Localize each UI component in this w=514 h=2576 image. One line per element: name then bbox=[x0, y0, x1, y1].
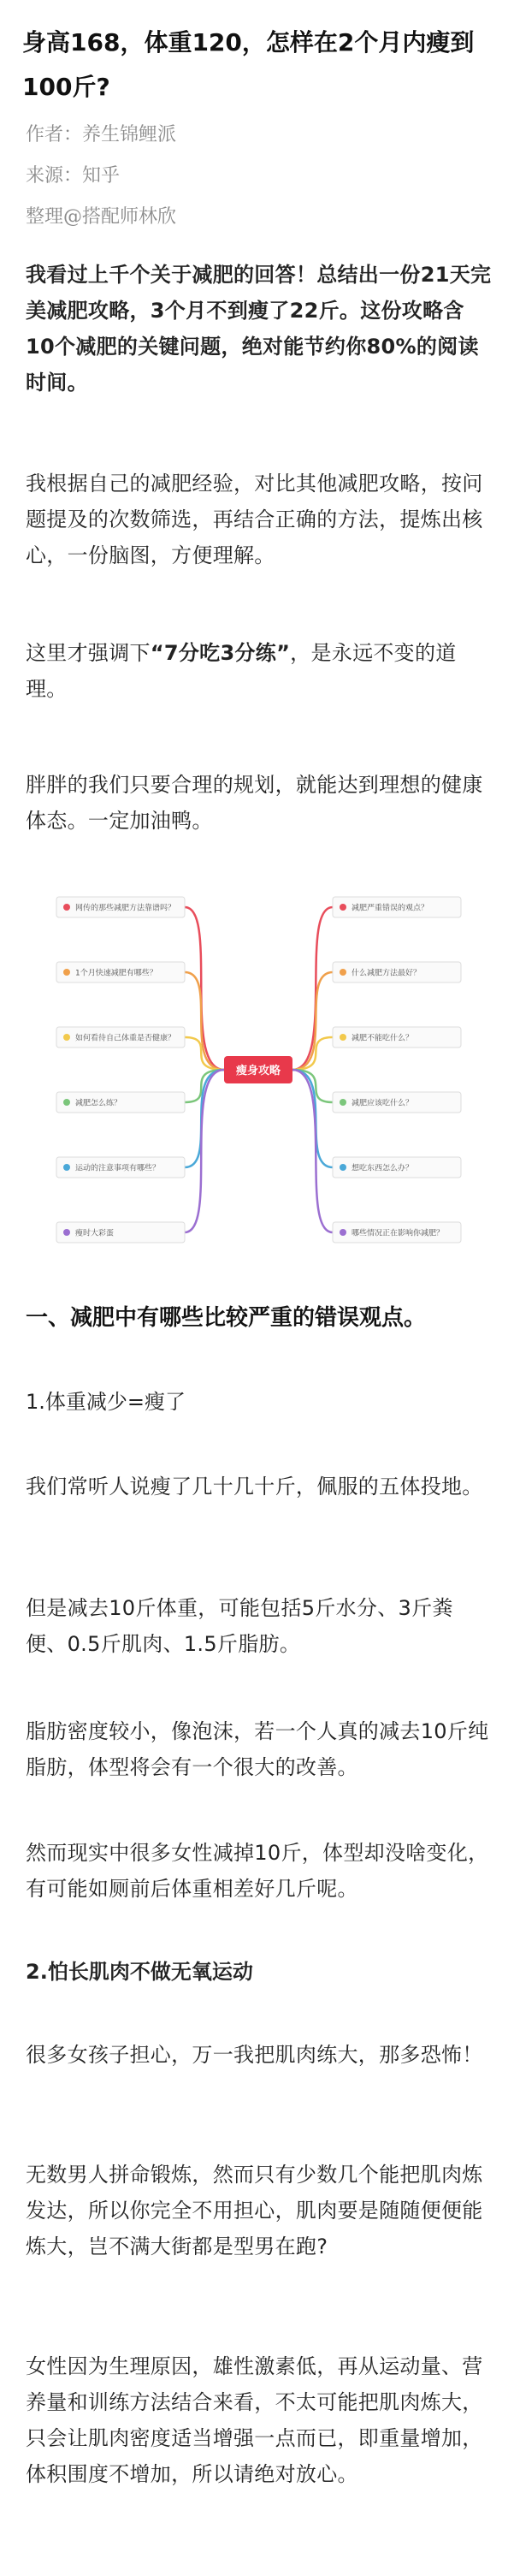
mindmap-node-label: 减肥怎么练？ bbox=[75, 1099, 122, 1108]
section-paragraph-4: 然而现实中很多女性减掉10斤，体型却没啥变化，有可能如厕前后体重相差好几斤呢。 bbox=[26, 1841, 489, 1901]
mindmap-node-bullet-icon bbox=[340, 1229, 346, 1236]
mindmap-node-label: 想吃东西怎么办？ bbox=[352, 1164, 414, 1173]
mindmap-node-label: 减肥严重错误的观点？ bbox=[352, 904, 429, 913]
section-paragraph-2: 但是减去10斤体重，可能包括5斤水分、3斤粪便、0.5斤肌肉、1.5斤脂肪。 bbox=[26, 1596, 453, 1656]
mindmap-node-label: 网传的那些减肥方法靠谱吗？ bbox=[75, 904, 176, 913]
mindmap-node-bullet-icon bbox=[63, 1164, 70, 1171]
mindmap-branch-line bbox=[292, 1070, 333, 1167]
mindmap-node-label: 1个月快速减肥有哪些？ bbox=[75, 969, 157, 978]
author-line: 作者：养生锦鲤派 bbox=[26, 124, 177, 145]
mindmap-node-bullet-icon bbox=[63, 1034, 70, 1041]
mindmap-branch-line bbox=[292, 907, 333, 1070]
emphasis-suffix: ，是永远不变的道理。 bbox=[26, 641, 457, 701]
mindmap-node-bullet-icon bbox=[63, 904, 70, 911]
mindmap-branch-line bbox=[185, 1070, 224, 1232]
mindmap-node-bullet-icon bbox=[340, 1164, 346, 1171]
mindmap-node-label: 减肥不能吃什么？ bbox=[352, 1034, 414, 1043]
subheading-2: 2.怕长肌肉不做无氧运动 bbox=[26, 1960, 253, 1984]
mindmap-node-label: 减肥应该吃什么？ bbox=[352, 1099, 414, 1108]
method-paragraph: 我根据自己的减肥经验，对比其他减肥攻略，按问题提及的次数筛选，再结合正确的方法，提炼出核心，一份脑图，方便理解。 bbox=[26, 472, 483, 567]
mindmap-node-bullet-icon bbox=[340, 1099, 346, 1106]
section-paragraph-6: 无数男人拼命锻炼，然而只有少数几个能把肌肉炼发达，所以你完全不用担心，肌肉要是随随便便能炼大，岂不满大街都是型男在跑? bbox=[26, 2163, 483, 2258]
section-paragraph-5: 很多女孩子担心，万一我把肌肉练大，那多恐怖！ bbox=[26, 2043, 483, 2067]
encourage-paragraph: 胖胖的我们只要合理的规划，就能达到理想的健康体态。一定加油鸭。 bbox=[26, 773, 483, 833]
section-heading: 一、减肥中有哪些比较严重的错误观点。 bbox=[26, 1305, 427, 1331]
mindmap-node-bullet-icon bbox=[63, 1229, 70, 1236]
section-paragraph-7: 女性因为生理原因，雄性激素低，再从运动量、营养量和训练方法结合来看，不太可能把肌肉炼大，只会让肌肉密度适当增强一点而已，即重量增加，体积围度不增加，所以请绝对放心。 bbox=[26, 2354, 483, 2486]
article-title: 身高168，体重120，怎样在2个月内瘦到100斤? bbox=[22, 28, 475, 101]
mindmap-center-label: 瘦身攻略 bbox=[235, 1065, 281, 1077]
mindmap-branch-line bbox=[292, 972, 333, 1070]
mindmap-branch-line bbox=[185, 1070, 224, 1167]
emphasis-paragraph bbox=[26, 635, 492, 707]
source-line: 来源：知乎 bbox=[26, 165, 121, 187]
section-paragraph-1: 我们常听人说瘦了几十几十斤，佩服的五体投地。 bbox=[26, 1475, 483, 1499]
mindmap-branch-line bbox=[292, 1070, 333, 1232]
mindmap-branch-line bbox=[185, 972, 224, 1070]
emphasis-highlight: “7分吃3分练” bbox=[150, 641, 291, 665]
mindmap-node-bullet-icon bbox=[340, 969, 346, 976]
mindmap-node-bullet-icon bbox=[340, 1034, 346, 1041]
mindmap-node-label: 运动的注意事项有哪些？ bbox=[75, 1164, 161, 1173]
section-paragraph-3: 脂肪密度较小，像泡沫，若一个人真的减去10斤纯脂肪，体型将会有一个很大的改善。 bbox=[26, 1719, 489, 1779]
mindmap-branch-line bbox=[185, 907, 224, 1070]
mindmap-node-label: 如何看待自己体重是否健康？ bbox=[75, 1034, 176, 1043]
editor-line: 整理@搭配师林欣 bbox=[26, 206, 177, 228]
mindmap-node-bullet-icon bbox=[63, 969, 70, 976]
subheading-1: 1.体重减少=瘦了 bbox=[26, 1390, 186, 1414]
mindmap-diagram bbox=[26, 890, 492, 1249]
mindmap-node-label: 什么减肥方法最好？ bbox=[352, 969, 422, 978]
mindmap-node-bullet-icon bbox=[63, 1099, 70, 1106]
mindmap-node-label: 瘦时大彩蛋 bbox=[75, 1229, 115, 1238]
intro-paragraph: 我看过上千个关于减肥的回答！总结出一份21天完美减肥攻略，3个月不到瘦了22斤。这份攻略含10个减肥的关键问题，绝对能节约你80%的阅读时间。 bbox=[26, 263, 492, 395]
mindmap-node-label: 哪些情况正在影响你减肥？ bbox=[352, 1229, 445, 1238]
mindmap-node-bullet-icon bbox=[340, 904, 346, 911]
emphasis-prefix: 这里才强调下 bbox=[26, 641, 151, 665]
